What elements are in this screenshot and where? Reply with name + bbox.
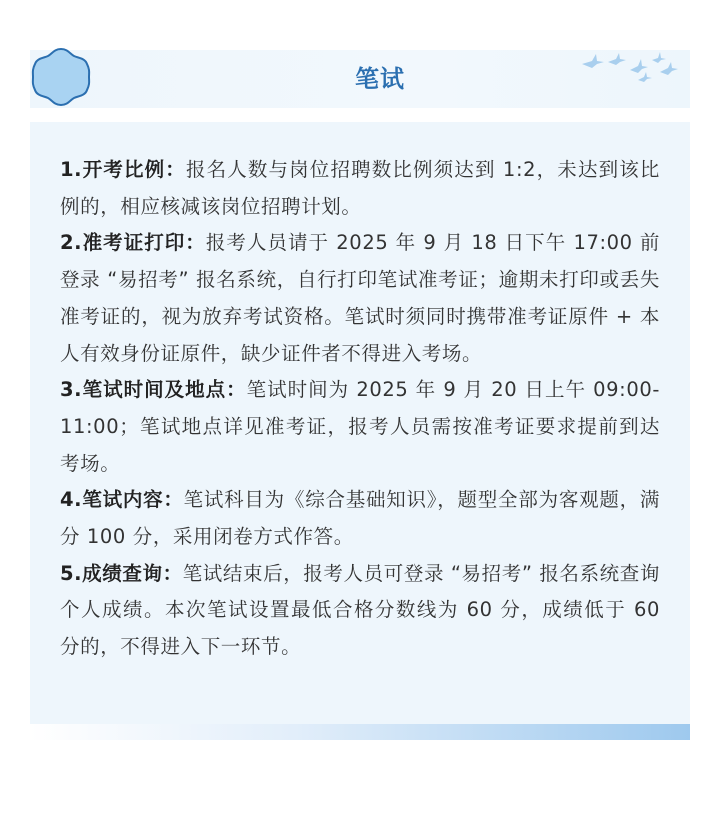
flying-birds-icon <box>578 50 682 86</box>
list-item-admission-ticket <box>60 225 660 372</box>
list-item-score-query <box>60 556 660 666</box>
item-label: 3.笔试时间及地点： <box>60 378 247 402</box>
item-text: 报名人数与岗位招聘数比例须达到 1:2，未达到该比例的，相应核减该岗位招聘计划。 <box>60 158 660 218</box>
item-label: 1.开考比例： <box>60 158 186 181</box>
list-item-opening-ratio <box>60 152 660 225</box>
item-text: 笔试时间为 2025 年 9 月 20 日上午 09:00-11:00；笔试地点详见准考证，报考人员需按准考证要求提前到达考场。 <box>60 378 661 475</box>
item-text: 报考人员请于 2025 年 9 月 18 日下午 17:00 前登录 “易招考” 报名系统，自行打印笔试准考证；逾期未打印或丢失准考证的，视为放弃考试资格。笔试时须同时携带准考证原件 + 本人有效身份证原件，缺少证件者不得进入考场。 <box>60 231 660 365</box>
item-text: 笔试科目为《综合基础知识》，题型全部为客观题，满分 100 分，采用闭卷方式作答。 <box>60 488 660 549</box>
bottom-gradient-bar <box>30 724 690 740</box>
list-item-exam-content <box>60 482 660 555</box>
exam-info-list <box>60 152 660 666</box>
page-title: 笔试 <box>355 65 405 93</box>
item-label: 2.准考证打印： <box>60 231 206 255</box>
item-text: 笔试结束后，报考人员可登录 “易招考” 报名系统查询个人成绩。本次笔试设置最低合格分数线为 60 分，成绩低于 60 分的，不得进入下一环节。 <box>60 561 660 659</box>
item-label: 4.笔试内容： <box>60 488 184 512</box>
list-item-time-location <box>60 372 660 482</box>
item-label: 5.成绩查询： <box>60 561 183 585</box>
